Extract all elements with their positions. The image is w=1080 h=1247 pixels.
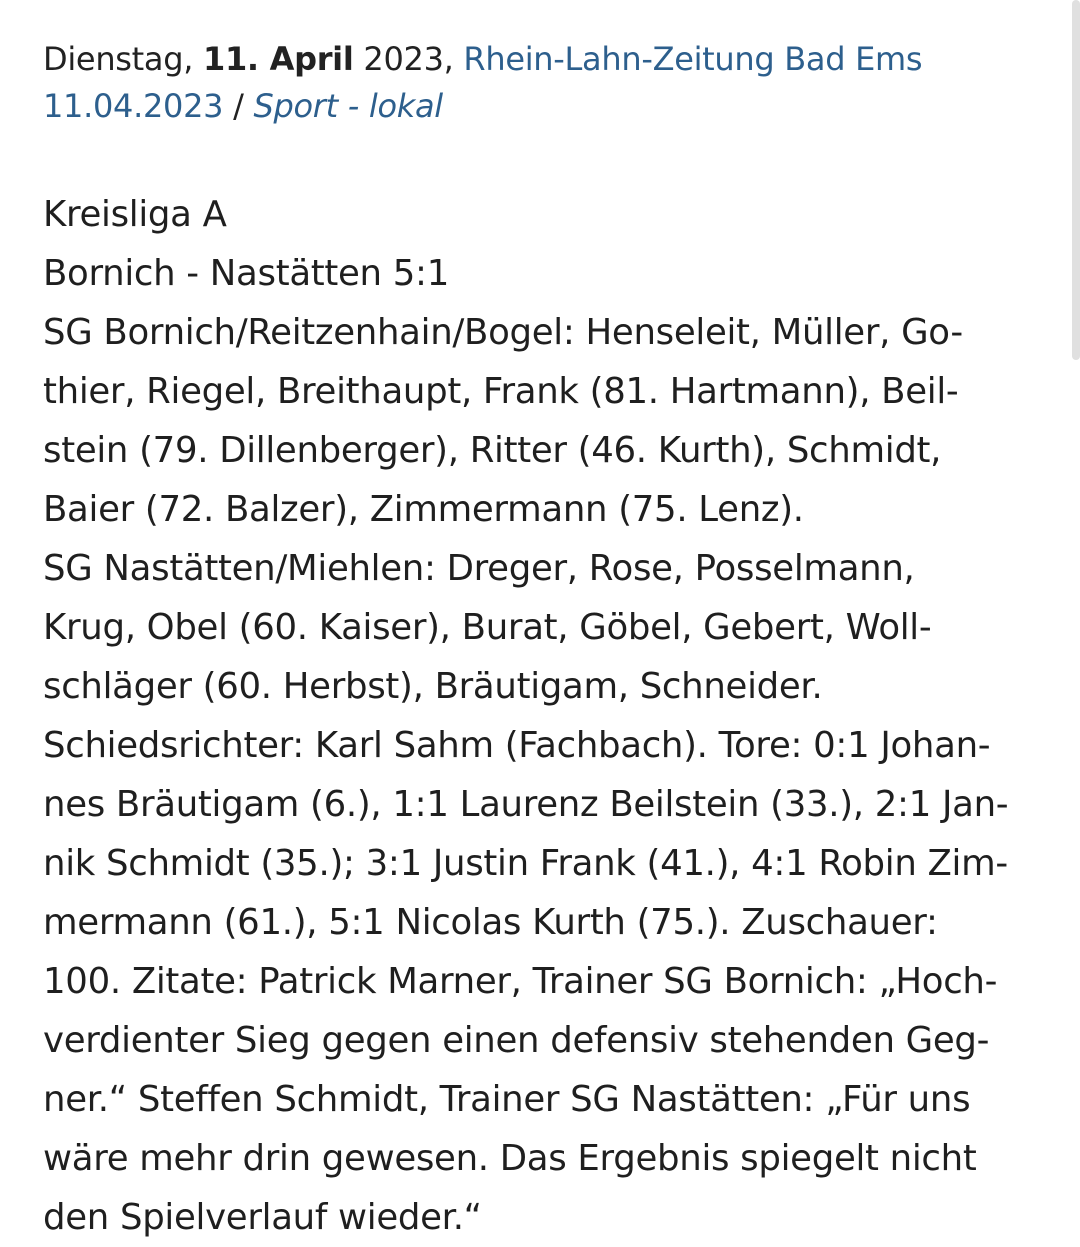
article-container	[43, 36, 1043, 1247]
breadcrumb-separator: /	[233, 87, 244, 125]
date-bold: 11. April	[203, 40, 354, 78]
meta-line-1	[43, 36, 1043, 83]
year: 2023,	[363, 40, 454, 78]
article-line: mermann (61.), 5:1 Nicolas Kurth (75.). Zuschauer:	[43, 902, 938, 943]
article-line: thier, Riegel, Breithaupt, Frank (81. Hartmann), Beil-	[43, 371, 959, 412]
article-line: Kreisliga A	[43, 194, 227, 235]
article-line: SG Nastätten/Miehlen: Dreger, Rose, Posselmann,	[43, 548, 915, 589]
article-line: nik Schmidt (35.); 3:1 Justin Frank (41.), 4:1 Robin Zim-	[43, 843, 1008, 884]
weekday: Dienstag,	[43, 40, 194, 78]
article-meta	[43, 36, 1043, 130]
article-line: Schiedsrichter: Karl Sahm (Fachbach). Tore: 0:1 Johan-	[43, 725, 991, 766]
article-line: 100. Zitate: Patrick Marner, Trainer SG Bornich: „Hoch-	[43, 961, 998, 1002]
scrollbar[interactable]	[1072, 0, 1080, 360]
article-line: Bornich - Nastätten 5:1	[43, 253, 449, 294]
issue-date-link[interactable]: 11.04.2023	[43, 87, 224, 125]
article-line: SG Bornich/Reitzenhain/Bogel: Henseleit, Müller, Go-	[43, 312, 963, 353]
article-line: wäre mehr drin gewesen. Das Ergebnis spiegelt nicht	[43, 1138, 977, 1179]
article-line: ner.“ Steffen Schmidt, Trainer SG Nastätten: „Für uns	[43, 1079, 971, 1120]
category-link[interactable]: Sport - lokal	[253, 87, 443, 125]
article-line: Baier (72. Balzer), Zimmermann (75. Lenz).	[43, 489, 804, 530]
article-line: verdienter Sieg gegen einen defensiv stehenden Geg-	[43, 1020, 990, 1061]
article-line: stein (79. Dillenberger), Ritter (46. Kurth), Schmidt,	[43, 430, 942, 471]
article-body	[43, 185, 1043, 1247]
meta-line-2	[43, 83, 1043, 130]
article-line: schläger (60. Herbst), Bräutigam, Schneider.	[43, 666, 823, 707]
article-line: nes Bräutigam (6.), 1:1 Laurenz Beilstein (33.), 2:1 Jan-	[43, 784, 1009, 825]
article-line: den Spielverlauf wieder.“	[43, 1197, 482, 1238]
publication-link[interactable]: Rhein-Lahn-Zeitung Bad Ems	[463, 40, 923, 78]
article-line: Krug, Obel (60. Kaiser), Burat, Göbel, Gebert, Woll-	[43, 607, 932, 648]
